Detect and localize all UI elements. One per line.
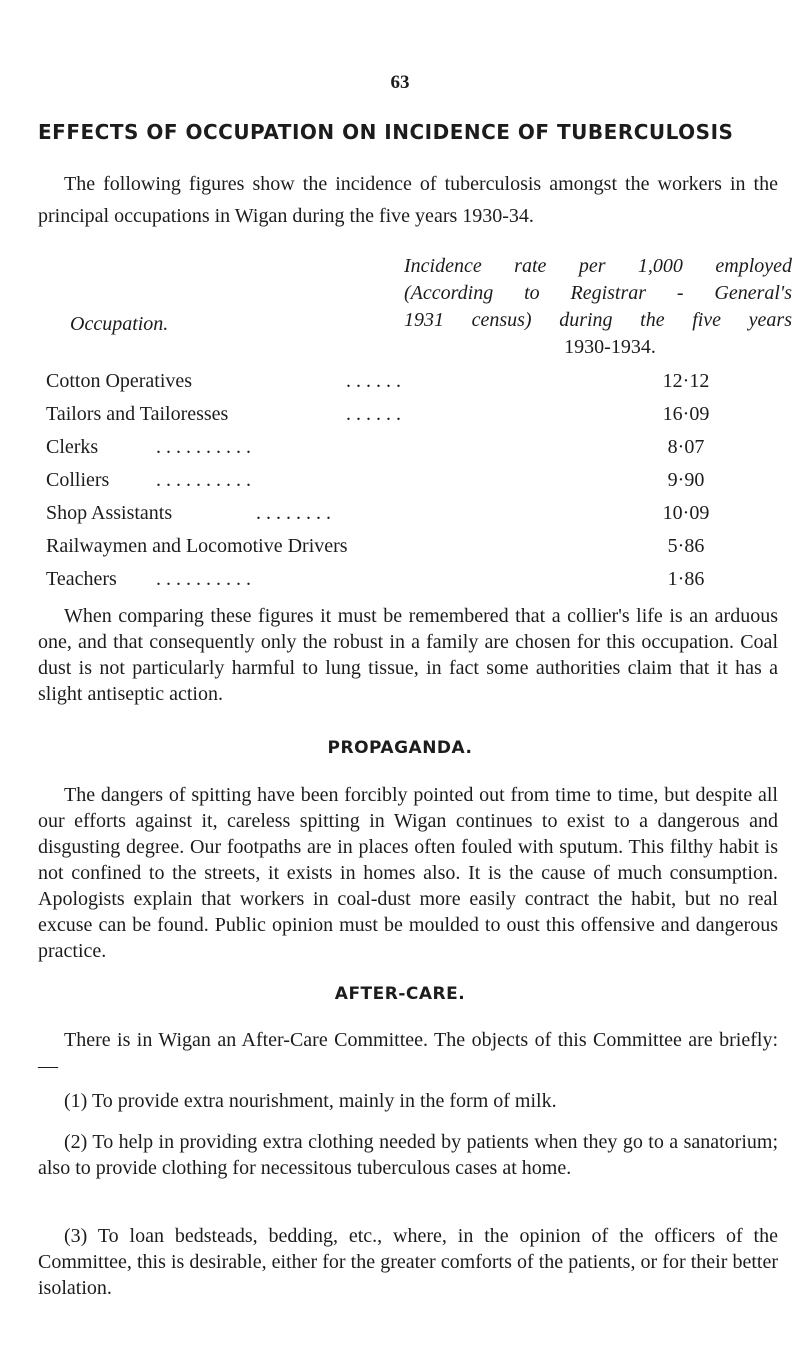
- occupation-cell: Colliers: [46, 469, 110, 491]
- section-heading-propaganda: PROPAGANDA.: [327, 738, 473, 758]
- table-row: [46, 436, 746, 469]
- table-row: [46, 469, 746, 502]
- dot-leader: . . . . . . . .: [256, 502, 331, 524]
- table-row: [46, 502, 746, 535]
- list-item: (1) To provide extra nourishment, mainly in the form of milk.: [64, 1090, 557, 1112]
- list-item: (3) To loan bedsteads, bedding, etc., where, in the opinion of the officers of the Committee, this is desirable, either for the greater comforts of the patients, or for their better isolation.: [38, 1225, 778, 1299]
- dot-leader: . . . . . . . . . .: [156, 436, 251, 458]
- table-row: [46, 568, 746, 601]
- rate-cell: 5·86: [667, 535, 705, 557]
- list-item: (2) To help in providing extra clothing needed by patients when they go to a sanatorium; also to provide clothing for necessitous tuberculous cases at home.: [38, 1131, 778, 1179]
- column-header-incidence-rate: [404, 253, 792, 361]
- dot-leader: . . . . . . . . . .: [156, 469, 251, 491]
- propaganda-paragraph: The dangers of spitting have been forcibly pointed out from time to time, but despite all our efforts against it, careless spitting in Wigan continues to exist to a dangerous and disgusting degree. Our footpaths are in places often fouled with sputum. This filthy habit is not confined to the streets, it exists in homes also. It is the cause of much consumption. Apologists explain that workers in coal-dust more easily contract the habit, but no real excuse can be found. Public opinion must be moulded to oust this offensive and dangerous practice.: [38, 784, 778, 962]
- dot-leader: . . . . . . . . . .: [156, 568, 251, 590]
- column-header-line: Incidence rate per 1,000 employed: [404, 255, 792, 277]
- table-row: [46, 535, 746, 568]
- column-header-line: 1931 census) during the five years: [404, 309, 792, 331]
- rate-cell: 1·86: [667, 568, 705, 590]
- section-heading-occupation: EFFECTS OF OCCUPATION ON INCIDENCE OF TUBERCULOSIS: [38, 120, 734, 144]
- column-header-occupation: Occupation.: [70, 313, 169, 335]
- collier-paragraph: When comparing these figures it must be remembered that a collier's life is an arduous one, and that consequently only the robust in a family are chosen for this occupation. Coal dust is not particularly harmful to lung tissue, in fact some authorities claim that it has a slight antiseptic action.: [38, 605, 778, 705]
- table-row: [46, 403, 746, 436]
- intro-paragraph: The following figures show the incidence of tuberculosis amongst the workers in the principal occupations in Wigan during the five years 1930-34.: [38, 173, 778, 227]
- occupation-cell: Shop Assistants: [46, 502, 173, 524]
- rate-cell: 10·09: [662, 502, 710, 524]
- page-number: 63: [390, 72, 410, 93]
- incidence-table: [46, 370, 746, 601]
- dot-leader: . . . . . .: [346, 370, 401, 392]
- rate-cell: 12·12: [662, 370, 710, 392]
- rate-cell: 16·09: [662, 403, 710, 425]
- occupation-cell: Railwaymen and Locomotive Drivers: [46, 535, 348, 557]
- after-care-intro: There is in Wigan an After-Care Committee. The objects of this Committee are briefly:—: [38, 1029, 778, 1077]
- column-header-line: 1930-1934.: [564, 336, 656, 358]
- occupation-cell: Cotton Operatives: [46, 370, 193, 392]
- column-header-line: (According to Registrar - General's: [404, 282, 792, 304]
- occupation-cell: Teachers: [46, 568, 117, 590]
- dot-leader: . . . . . .: [346, 403, 401, 425]
- occupation-cell: Clerks: [46, 436, 99, 458]
- rate-cell: 9·90: [667, 469, 705, 491]
- section-heading-after-care: AFTER-CARE.: [334, 984, 466, 1004]
- occupation-cell: Tailors and Tailoresses: [46, 403, 229, 425]
- rate-cell: 8·07: [667, 436, 705, 458]
- table-row: [46, 370, 746, 403]
